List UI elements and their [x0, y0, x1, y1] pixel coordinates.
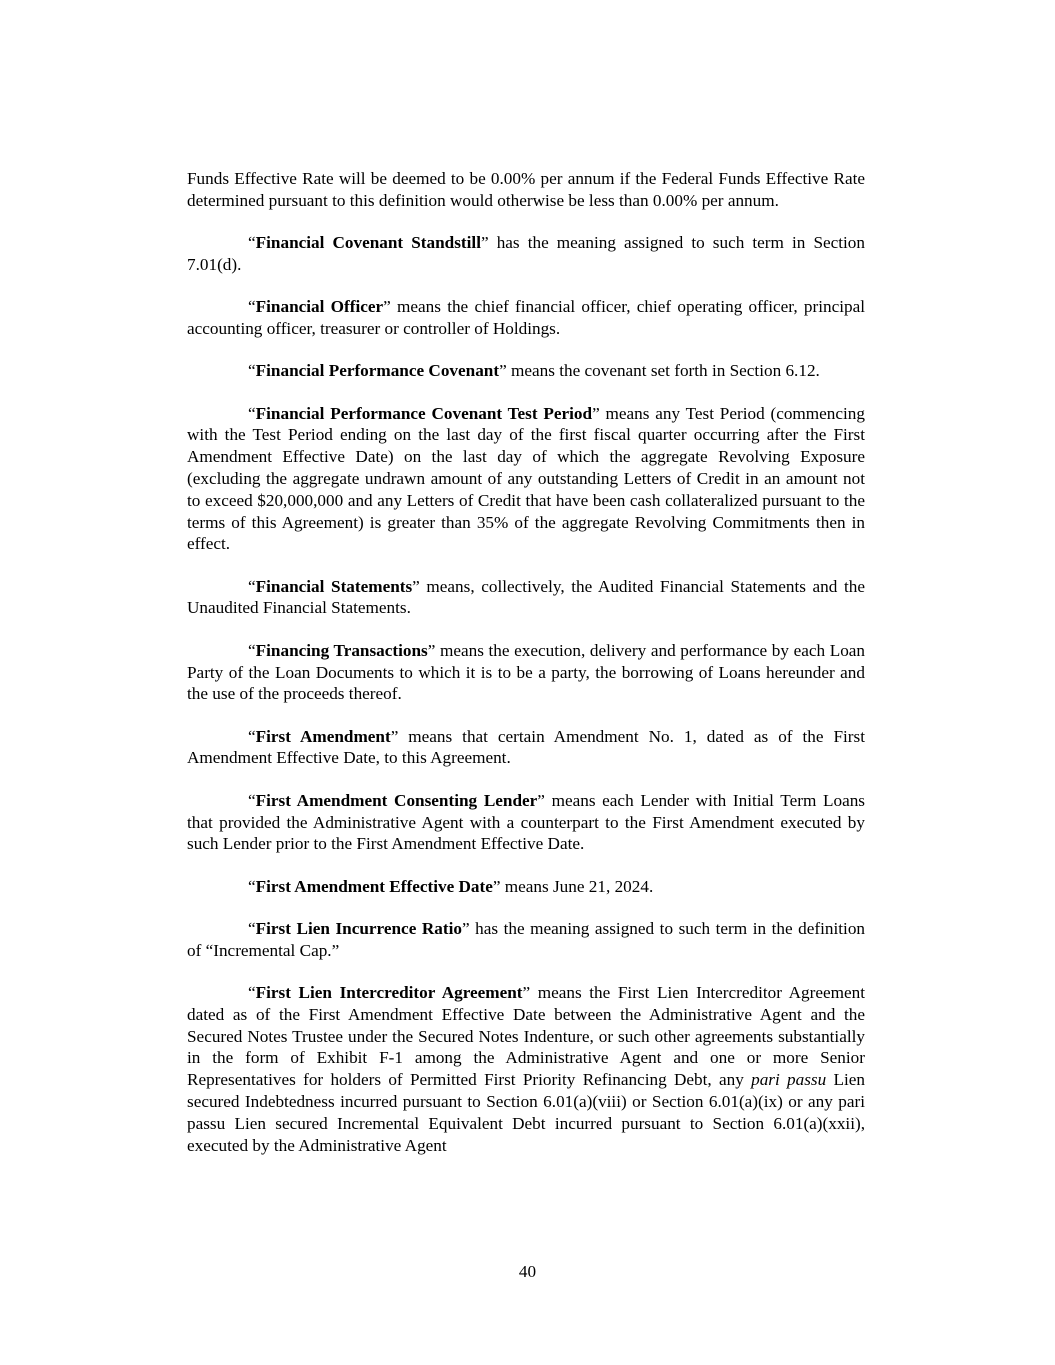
definition-text: ” means June 21, 2024.	[492, 876, 654, 896]
definition-text: ” means that certain Amendment No. 1, dated as of the First Amendment Effective Date, to this Agreement.	[187, 726, 865, 768]
definition-text-continued: Lien secured Indebtedness incurred pursuant to Section 6.01(a)(viii) or Section 6.01(a)(ix) or any pari passu Lien secured Incremental Equivalent Debt incurred pursuant to Section 6.01(a)(xxii), executed by the Administrative Agent	[187, 1070, 865, 1155]
italic-phrase: pari passu	[751, 1070, 827, 1090]
defined-term: First Amendment Consenting Lender	[255, 790, 538, 810]
open-quote: “	[248, 918, 256, 938]
defined-term: Financial Performance Covenant Test Period	[255, 403, 593, 423]
definition-financial-performance-covenant-test-period	[187, 403, 865, 556]
defined-term: First Lien Intercreditor Agreement	[255, 983, 523, 1003]
definition-text: ” means the covenant set forth in Section 6.12.	[499, 361, 820, 381]
open-quote: “	[248, 640, 256, 660]
page-number: 40	[518, 1262, 537, 1281]
definition-first-amendment-effective-date	[187, 876, 865, 898]
open-quote: “	[248, 983, 256, 1003]
definition-text: ” has the meaning assigned to such term in Section 7.01(d).	[187, 233, 865, 274]
definition-first-amendment-consenting-lender	[187, 790, 865, 855]
defined-term: Financing Transactions	[255, 640, 428, 660]
open-quote: “	[248, 576, 256, 596]
defined-term: Financial Covenant Standstill	[255, 233, 481, 253]
continuation-paragraph: Funds Effective Rate will be deemed to be 0.00% per annum if the Federal Funds Effective Rate determined pursuant to this definition would otherwise be less than 0.00% per annum.	[187, 169, 865, 210]
open-quote: “	[248, 297, 256, 317]
definition-text: ” has the meaning assigned to such term in the definition of “Incremental Cap.”	[187, 918, 866, 960]
definition-text: ” means the First Lien Intercreditor Agreement dated as of the First Amendment Effective Date between the Administrative Agent and the Secured Notes Trustee under the Secured Notes Indenture, or such other agreements substantially in the form of Exhibit F-1 among the Administrative Agent and one or more Senior Representatives for holders of Permitted First Priority Refinancing Debt, any	[187, 983, 865, 1090]
definition-first-lien-incurrence-ratio	[187, 918, 865, 962]
definition-text: ” means any Test Period (commencing with the Test Period ending on the last day of the first fiscal quarter occurring after the First Amendment Effective Date) on the last day of which the aggregate Revolving Exposure (excluding the aggregate undrawn amount of any outstanding Letters of Credit in an amount not to exceed $20,000,000 and any Letters of Credit that have been cash collateralized pursuant to the terms of this Agreement) is greater than 35% of the aggregate Revolving Commitments then in effect.	[187, 403, 865, 554]
defined-term: Financial Statements	[255, 576, 413, 596]
open-quote: “	[248, 790, 256, 810]
open-quote: “	[248, 726, 256, 746]
defined-term: First Amendment	[255, 726, 391, 746]
definition-financing-transactions	[187, 640, 865, 705]
definition-financial-officer	[187, 296, 865, 340]
document-body	[187, 168, 865, 1177]
open-quote: “	[248, 403, 256, 423]
open-quote: “	[248, 233, 256, 253]
defined-term: Financial Officer	[255, 297, 384, 317]
definition-text: ” means the execution, delivery and performance by each Loan Party of the Loan Documents to which it is to be a party, the borrowing of Loans hereunder and the use of the proceeds thereof.	[187, 640, 866, 704]
definition-text: ” means, collectively, the Audited Financial Statements and the Unaudited Financial Statements.	[187, 576, 865, 618]
definition-text: ” means the chief financial officer, chief operating officer, principal accounting officer, treasurer or controller of Holdings.	[187, 297, 865, 338]
open-quote: “	[248, 361, 256, 381]
defined-term: Financial Performance Covenant	[255, 361, 500, 381]
definition-first-lien-intercreditor-agreement	[187, 982, 865, 1156]
defined-term: First Lien Incurrence Ratio	[255, 918, 462, 938]
defined-term: First Amendment Effective Date	[255, 876, 493, 896]
definition-financial-covenant-standstill	[187, 232, 865, 276]
definition-financial-performance-covenant	[187, 360, 865, 382]
definition-financial-statements	[187, 576, 865, 620]
definition-text: ” means each Lender with Initial Term Loans that provided the Administrative Agent with a counterpart to the First Amendment executed by such Lender prior to the First Amendment Effective Date.	[187, 790, 865, 854]
definition-first-amendment	[187, 726, 865, 770]
open-quote: “	[248, 876, 256, 896]
